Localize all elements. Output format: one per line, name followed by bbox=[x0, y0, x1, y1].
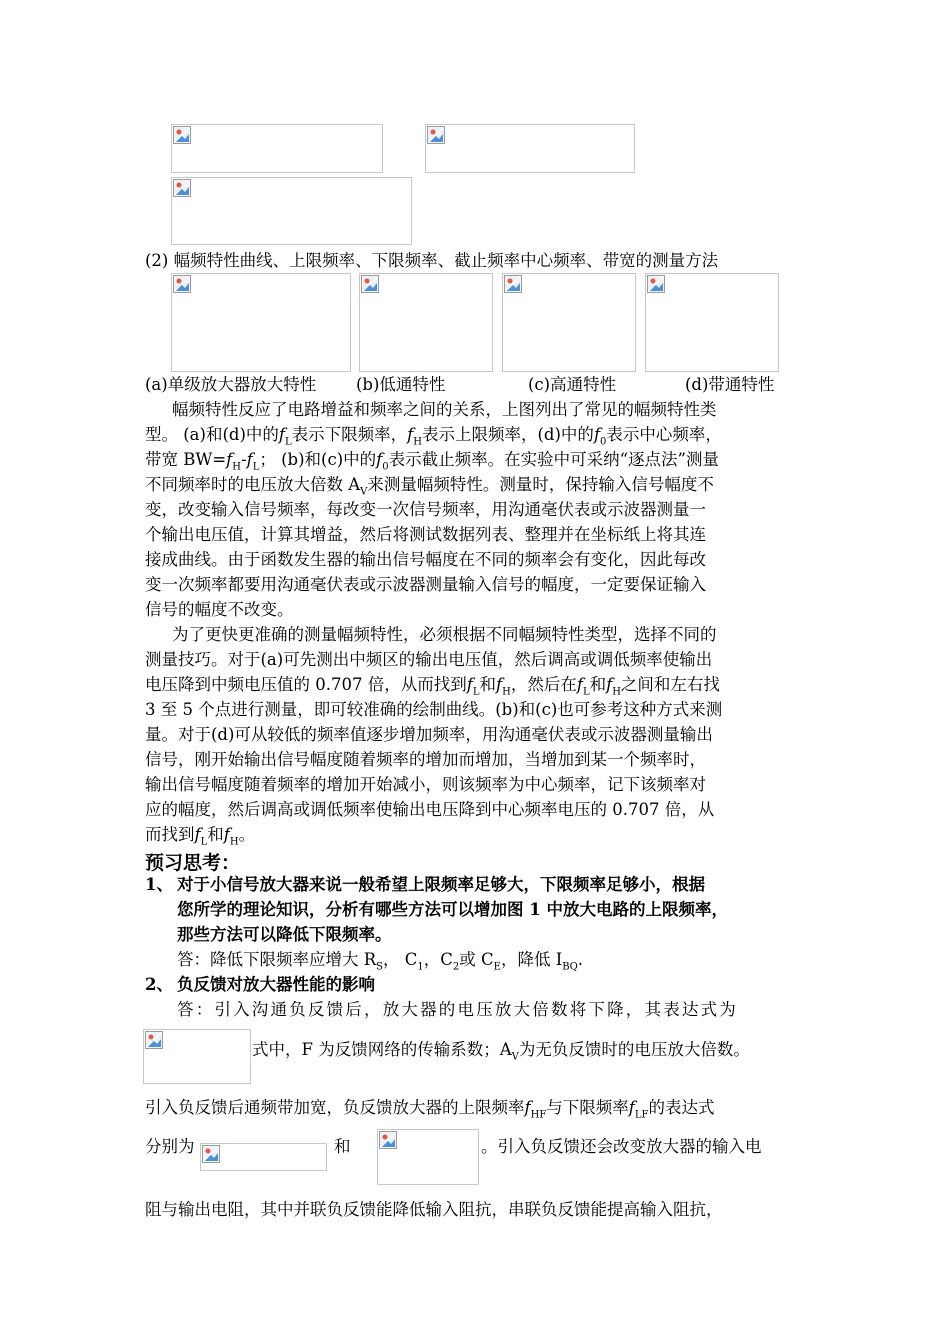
figure-b-placeholder bbox=[359, 273, 493, 372]
q1-line: 那些方法可以降低下限频率。 bbox=[177, 925, 392, 944]
para2-line: 电压降到中频电压值的 0.707 倍，从而找到$f_L$和$f_H$，然后在$f_L$和$f_H$之间和左右找 bbox=[145, 675, 720, 698]
caption-a: (a)单级放大器放大特性 bbox=[145, 375, 317, 394]
q2-answer-line: 答：引入沟通负反馈后，放大器的电压放大倍数将下降，其表达式为 bbox=[177, 1000, 738, 1019]
q1-answer: 答：降低下限频率应增大 $R_S$， $C_1$，$C_2$或 $C_E$，降低 $I_{BQ}$. bbox=[177, 950, 584, 973]
q2-answer-line: 式中，F 为反馈网络的传输系数；$A_V$为无负反馈时的电压放大倍数。 bbox=[252, 1040, 750, 1063]
caption-b: (b)低通特性 bbox=[356, 375, 446, 394]
para1-line: 不同频率时的电压放大倍数 $A_V$来测量幅频特性。测量时，保持输入信号幅度不 bbox=[145, 475, 714, 498]
broken-image-icon bbox=[379, 1131, 397, 1149]
preview-heading: 预习思考： bbox=[145, 852, 241, 874]
para2-line: 3 至 5 个点进行测量，即可较准确的绘制曲线。(b)和(c)也可参考这种方式来测 bbox=[145, 700, 723, 719]
para1-line: 个输出电压值，计算其增益，然后将测试数据列表、整理并在坐标纸上将其连 bbox=[145, 525, 706, 544]
para2-line: 输出信号幅度随着频率的增加开始减小，则该频率为中心频率，记下该频率对 bbox=[145, 775, 706, 794]
broken-image-icon bbox=[173, 179, 191, 197]
para2-line: 应的幅度，然后调高或调低频率使输出电压降到中心频率电压的 0.707 倍，从 bbox=[145, 800, 715, 819]
figure-c-placeholder bbox=[502, 273, 636, 372]
q1-line: 您所学的理论知识，分析有哪些方法可以增加图 1 中放大电路的上限频率， bbox=[177, 900, 728, 919]
broken-image-icon bbox=[361, 275, 379, 293]
section-heading: (2) 幅频特性曲线、上限频率、下限频率、截止频率中心频率、带宽的测量方法 bbox=[145, 251, 719, 270]
q1-line: 对于小信号放大器来说一般希望上限频率足够大，下限频率足够小，根据 bbox=[177, 875, 705, 894]
para1-line: 幅频特性反应了电路增益和频率之间的关系，上图列出了常见的幅频特性类 bbox=[172, 400, 717, 419]
para2-line: 而找到$f_L$和$f_H$。 bbox=[145, 825, 256, 848]
para1-line: 带宽 $BW=f_H-f_L$； (b)和(c)中的$f_0$表示截止频率。在实验中可采纳“逐点法”测量 bbox=[145, 450, 719, 473]
q2-number: 2、 bbox=[145, 975, 173, 994]
formula-placeholder bbox=[143, 1029, 251, 1084]
image-placeholder bbox=[171, 177, 412, 245]
figure-a-placeholder bbox=[171, 273, 351, 372]
broken-image-icon bbox=[173, 275, 191, 293]
formula-placeholder bbox=[377, 1129, 479, 1185]
caption-d: (d)带通特性 bbox=[685, 375, 775, 394]
image-placeholder bbox=[171, 124, 383, 173]
para1-line: 信号的幅度不改变。 bbox=[145, 600, 294, 619]
q2-answer-line: 分别为 bbox=[145, 1137, 195, 1156]
q2-answer-line: 和 bbox=[334, 1137, 351, 1156]
q1-number: 1、 bbox=[145, 875, 173, 894]
caption-c: (c)高通特性 bbox=[528, 375, 617, 394]
figure-d-placeholder bbox=[645, 273, 779, 372]
image-placeholder bbox=[425, 124, 635, 173]
para1-line: 变一次频率都要用沟通毫伏表或示波器测量输入信号的幅度，一定要保证输入 bbox=[145, 575, 706, 594]
broken-image-icon bbox=[647, 275, 665, 293]
broken-image-icon bbox=[202, 1145, 220, 1163]
para2-line: 为了更快更准确的测量幅频特性，必须根据不同幅频特性类型，选择不同的 bbox=[172, 625, 717, 644]
broken-image-icon bbox=[173, 126, 191, 144]
formula-placeholder bbox=[200, 1143, 327, 1171]
q2-answer-line: 阻与输出电阻，其中并联负反馈能降低输入阻抗，串联负反馈能提高输入阻抗， bbox=[145, 1200, 723, 1219]
q2-answer-line: 。引入负反馈还会改变放大器的输入电 bbox=[481, 1137, 762, 1156]
para2-line: 信号，刚开始输出信号幅度随着频率的增加而增加，当增加到某一个频率时， bbox=[145, 750, 706, 769]
para1-line: 接成曲线。由于函数发生器的输出信号幅度在不同的频率会有变化，因此每改 bbox=[145, 550, 706, 569]
q2-answer-line: 引入负反馈后通频带加宽，负反馈放大器的上限频率$f_{HF}$与下限频率$f_{LF}$的表达式 bbox=[145, 1098, 715, 1121]
broken-image-icon bbox=[145, 1031, 163, 1049]
para1-line: 型。 (a)和(d)中的$f_L$表示下限频率，$f_H$表示上限频率，(d)中的$f_0$表示中心频率， bbox=[145, 425, 722, 448]
para2-line: 量。对于(d)可从较低的频率值逐步增加频率，用沟通毫伏表或示波器测量输出 bbox=[145, 725, 713, 744]
para2-line: 测量技巧。对于(a)可先测出中频区的输出电压值，然后调高或调低频率使输出 bbox=[145, 650, 713, 669]
q2-title: 负反馈对放大器性能的影响 bbox=[177, 975, 375, 994]
broken-image-icon bbox=[427, 126, 445, 144]
para1-line: 变，改变输入信号频率，每改变一次信号频率，用沟通毫伏表或示波器测量一 bbox=[145, 500, 706, 519]
broken-image-icon bbox=[504, 275, 522, 293]
